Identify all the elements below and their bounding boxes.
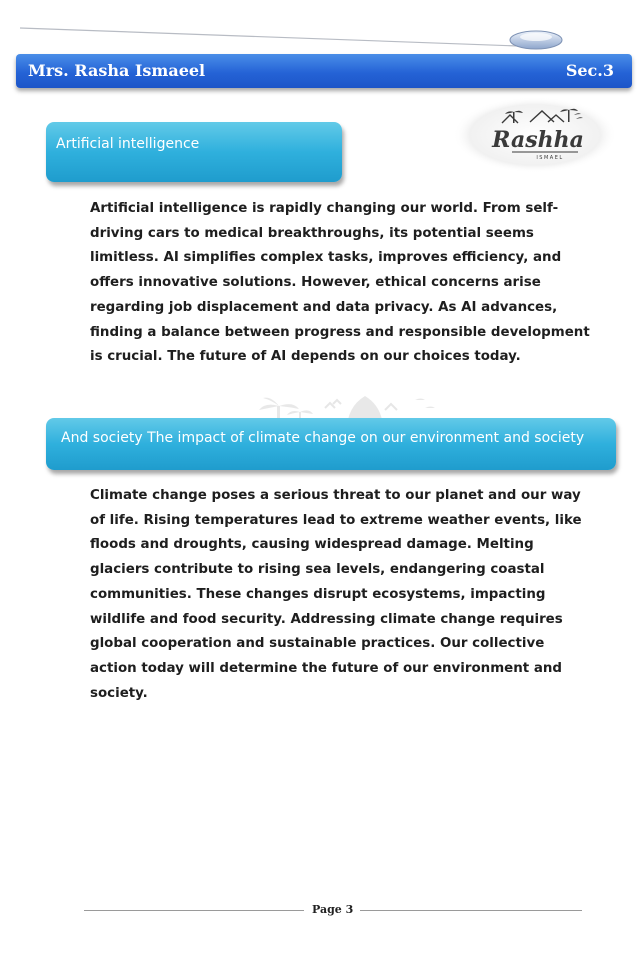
section-number: Sec.3	[565, 61, 614, 80]
section-title-bar	[46, 418, 616, 470]
footer-divider-left	[84, 910, 304, 911]
logo-brand-text: Rashha	[492, 127, 584, 153]
section-paragraph: Artificial intelligence is rapidly changing our world. From self-driving cars to medical breakthroughs, its potential seems limitless. AI simplifies complex tasks, improves efficiency, and offers innovative solutions. However, ethical concerns arise regarding job displacement and data privacy. As AI advances, finding a balance between progress and responsible development is crucial. The future of AI depends on our choices today.	[90, 201, 590, 365]
footer-divider-right	[360, 910, 582, 911]
logo-subtitle-text: ISMAEL	[536, 155, 564, 161]
section-title: And society The impact of climate change on our environment and society	[61, 430, 585, 446]
header-bar	[16, 54, 632, 88]
section-title-bar	[46, 122, 342, 182]
rashha-logo	[450, 95, 620, 175]
author-name: Mrs. Rasha Ismaeel	[28, 61, 206, 80]
header-lens-icon	[508, 26, 568, 52]
section-paragraph: Climate change poses a serious threat to our planet and our way of life. Rising temperatures lead to extreme weather events, like floods and droughts, causing widespread damage. Melting glaciers contribute to rising sea levels, endangering coastal communities. These changes disrupt ecosystems, impacting wildlife and food security. Addressing climate change requires global cooperation and sustainable practices. Our collective action today will determine the future of our environment and society.	[90, 488, 582, 701]
header-decoration-line	[20, 26, 520, 48]
section-title: Artificial intelligence	[56, 136, 200, 152]
page-number: Page 3	[312, 903, 354, 916]
